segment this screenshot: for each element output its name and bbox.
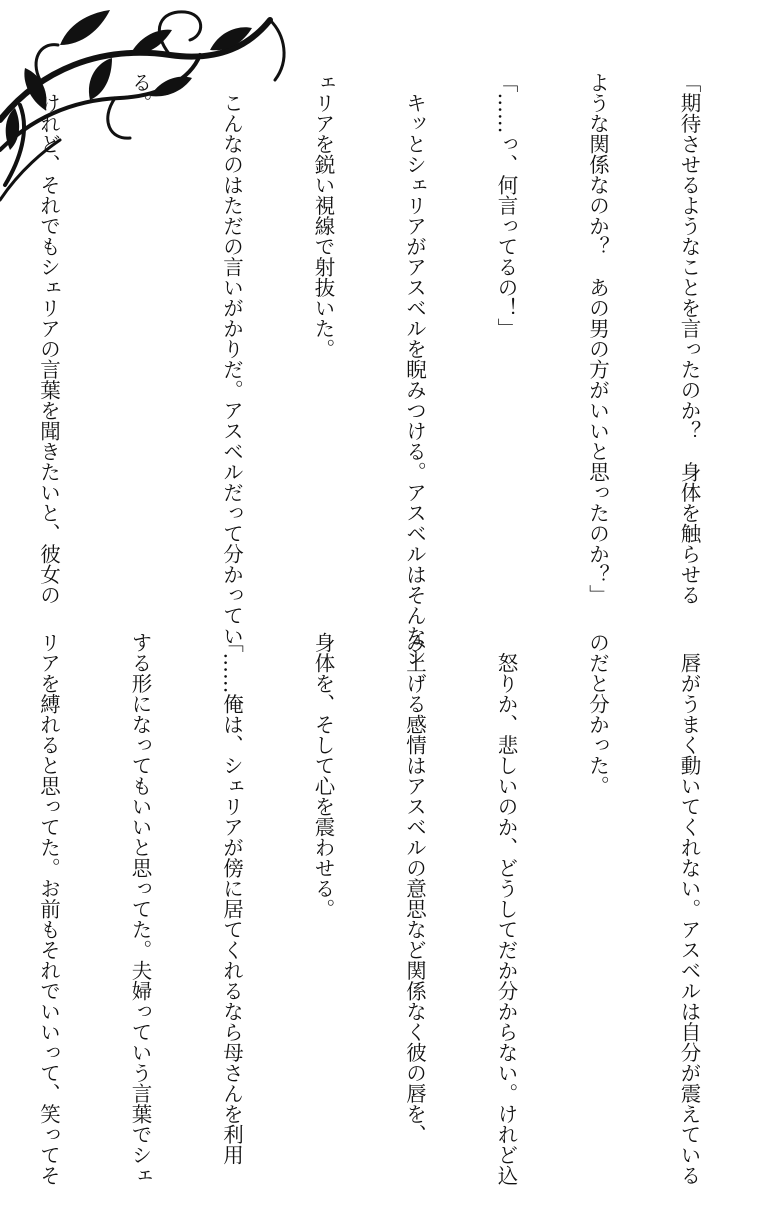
text-line: ような関係なのか？ あの男の方がいいと思ったのか？」 xyxy=(585,72,610,605)
text-line: る。 xyxy=(128,72,152,113)
body-text-top xyxy=(36,72,765,667)
text-line: み上げる感情はアスベルの意思など関係なく彼の唇を、 xyxy=(402,632,427,1145)
text-line: こんなのはただの言いがかりだ。アスベルだって分かってい xyxy=(219,72,244,646)
text-line: 「……っ、何言ってるの！」 xyxy=(494,72,518,339)
body-text-bottom xyxy=(36,632,765,1186)
text-line: 怒りか、悲しいのか、どうしてだか分からない。けれど込 xyxy=(494,632,518,1186)
text-line: 「期待させるようなことを言ったのか？ 身体を触らせる xyxy=(677,72,701,605)
text-line: のだと分かった。 xyxy=(585,632,610,796)
text-line: ェリアを鋭い視線で射抜いた。 xyxy=(311,72,335,359)
text-line: けれど、それでもシェリアの言葉を聞きたいと、彼女の xyxy=(36,72,61,605)
text-line: 唇がうまく動いてくれない。アスベルは自分が震えている xyxy=(677,632,701,1186)
text-line: する形になってもいいと思ってた。夫婦っていう言葉でシェ xyxy=(128,632,152,1186)
text-line: リアを縛れると思ってた。お前もそれでいいって、笑ってそ xyxy=(36,632,61,1186)
text-line: キッとシェリアがアスベルを睨みつける。アスベルはそんなシ xyxy=(402,72,427,667)
text-line: 「……俺は、シェリアが傍に居てくれるなら母さんを利用 xyxy=(219,632,244,1165)
text-line: 身体を、そして心を震わせる。 xyxy=(311,632,335,919)
